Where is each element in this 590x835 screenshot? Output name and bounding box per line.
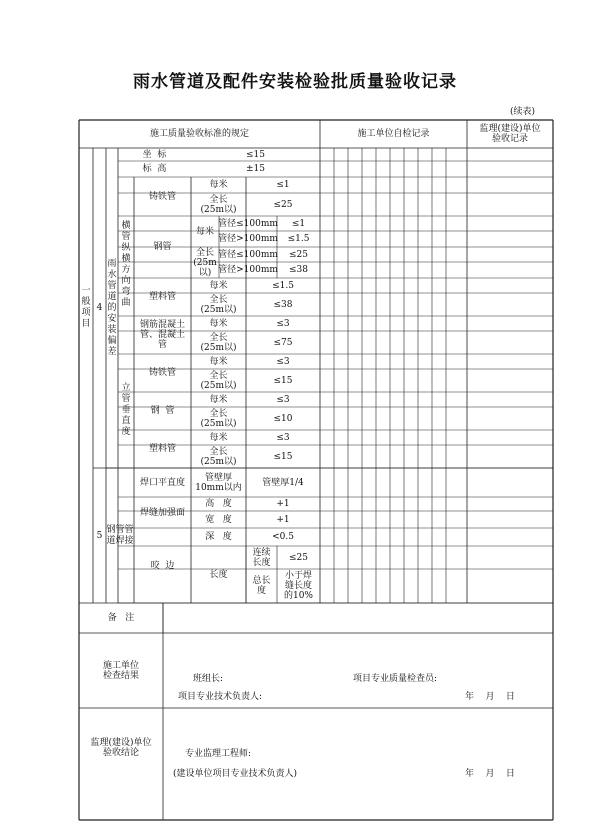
rc-pipe-per-meter: 每米 [209,318,228,329]
coord-value: ≤15 [246,149,265,160]
undercut-total-value: 小于焊 缝长度 的10% [283,571,313,601]
cast-iron-full-value: ≤25 [273,199,293,210]
plastic-per-meter: 每米 [209,280,228,291]
v-plastic-full: 全长 (25m以) [200,446,237,467]
item-number-5: 5 [96,530,103,541]
cast-iron-full: 全长 (25m以) [200,194,237,215]
continued-note: (续表) [510,107,536,117]
v-steel-label: 钢 管 [150,406,175,416]
undercut-depth: 深 度 [205,532,232,542]
rc-pipe-label: 钢筋混凝土 管、混凝土 管 [139,320,185,350]
steel-d1: 管径≤100mm [218,218,278,229]
plastic-full: 全长 (25m以) [200,294,237,315]
item-number-4: 4 [96,303,103,313]
elev-label: 标 高 [142,164,167,174]
cast-iron-label: 铸铁管 [148,191,176,202]
undercut-cont-value: ≤25 [289,552,308,563]
v-cast-iron-label: 铸铁管 [148,368,176,378]
steel-v3: ≤25 [289,249,308,260]
cast-iron-per-meter-value: ≤1 [276,180,290,190]
v-plastic-per-meter-value: ≤3 [276,432,290,443]
team-leader: 班组长: [192,674,224,684]
quality-inspector: 项目专业质量检查员: [352,674,438,684]
v-plastic-per-meter: 每米 [209,432,228,443]
tech-lead: 项目专业技术负责人: [177,692,263,702]
v-steel-full: 全长 (25m以) [200,408,237,429]
v-cast-iron-per-meter-value: ≤3 [276,356,290,367]
horizontal-pipe-label: 横管纵横方向弯曲 [121,221,131,308]
steel-v1: ≤1 [291,218,306,229]
vertical-pipe-label: 立管垂直度 [121,383,131,437]
steel-v2: ≤1.5 [287,234,310,244]
v-plastic-full-value: ≤15 [273,451,293,462]
cast-iron-per-meter: 每米 [209,180,228,190]
remarks-label: 备 注 [107,613,135,623]
item5-label: 钢管管道焊接 [106,524,134,546]
undercut-depth-value: <0.5 [272,532,294,542]
rc-pipe-per-meter-value: ≤3 [276,318,290,329]
item4-label: 雨水管道的安装偏差 [107,258,117,357]
v-steel-per-meter: 每米 [209,394,228,405]
v-plastic-label: 塑料管 [148,444,176,454]
owner-tech-lead: (建设单位项目专业技术负责人) [172,769,298,779]
weld-flat-label: 焊口平直度 [139,477,185,488]
steel-d3: 管径≤100mm [218,249,278,260]
v-steel-per-meter-value: ≤3 [276,394,290,405]
undercut-label: 咬 边 [150,560,175,571]
undercut-length: 长度 [209,569,228,580]
header-standard: 施工质量验收标准的规定 [149,129,249,139]
construction-label: 施工单位 检查结果 [102,660,139,681]
weld-height: 高 度 [205,499,232,509]
undercut-total: 总长 度 [252,576,271,596]
v-cast-iron-full-value: ≤15 [273,375,293,386]
rc-pipe-full: 全长 (25m以) [200,332,237,353]
weld-reinf-label: 焊缝加强面 [139,507,185,518]
weld-height-value: +1 [276,499,290,509]
v-steel-full-value: ≤10 [273,413,293,424]
weld-width-value: +1 [276,514,290,525]
v-cast-iron-full: 全长 (25m以) [200,370,237,391]
plastic-per-meter-value: ≤1.5 [272,280,294,291]
construction-date: 年 月 日 [465,692,515,702]
steel-v4: ≤38 [289,265,308,275]
supervision-date: 年 月 日 [465,769,515,779]
steel-d4: 管径>100mm [218,265,278,275]
header-supervisor: 监理(建设)单位 验收记录 [479,124,541,144]
steel-d2: 管径>100mm [218,234,278,244]
steel-label: 钢管 [153,242,172,252]
supervision-label: 监理(建设)单位 验收结论 [90,738,152,758]
supervising-engineer: 专业监理工程师: [184,749,252,759]
plastic-label: 塑料管 [148,292,176,302]
v-cast-iron-per-meter: 每米 [209,356,228,367]
elev-value: ±15 [246,164,265,174]
steel-per-meter: 每米 [195,226,214,237]
section-general-label: 一 般 项 目 [81,286,91,329]
header-self-check: 施工单位自检记录 [357,129,430,139]
weld-flat-sub: 管壁厚 10mm以内 [195,472,242,493]
steel-full: 全长 (25m 以) [193,247,217,278]
weld-width: 宽 度 [205,514,232,525]
page-title: 雨水管道及配件安装检验批质量验收记录 [133,72,457,92]
plastic-full-value: ≤38 [273,299,293,310]
rc-pipe-full-value: ≤75 [273,337,293,348]
undercut-cont: 连续 长度 [252,547,271,568]
coord-label: 坐 标 [142,149,167,160]
weld-flat-value: 管壁厚1/4 [262,477,304,488]
